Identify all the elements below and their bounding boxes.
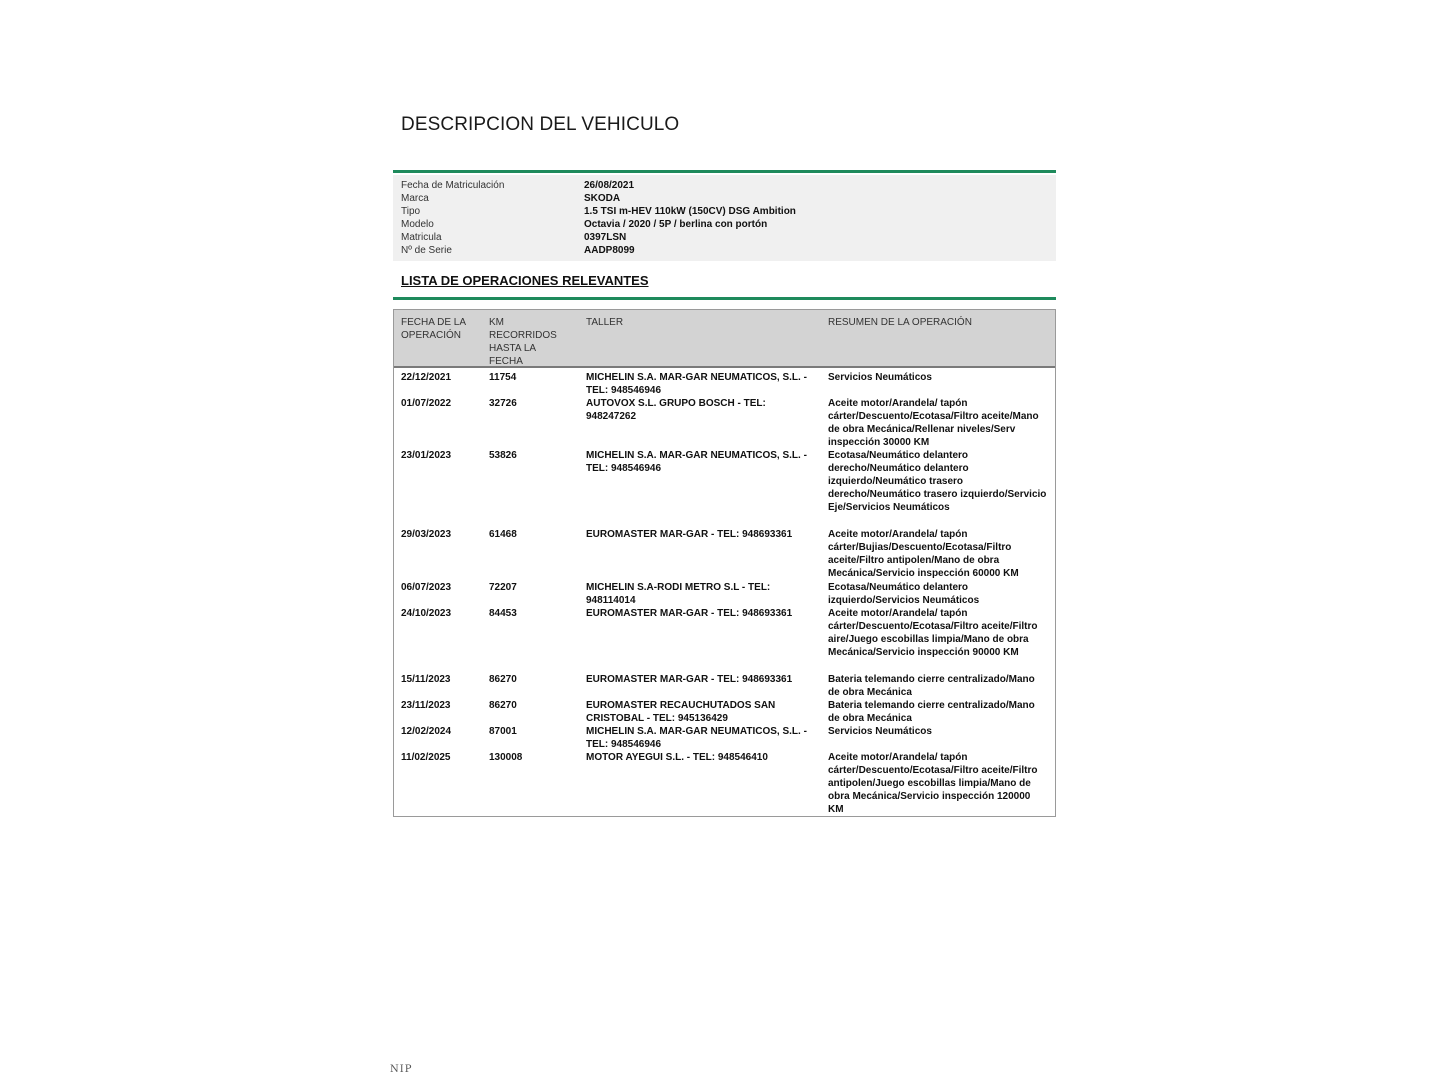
row-date: 15/11/2023	[401, 674, 451, 685]
row-resumen: Aceite motor/Arandela/ tapón cárter/Descuento/Ecotasa/Filtro aceite/Filtro antipolen/Juego escobillas limpia/Mano de obra Mecánica/Servicio inspección 120000 KM	[828, 752, 1038, 815]
row-resumen: Aceite motor/Arandela/ tapón cárter/Descuento/Ecotasa/Filtro aceite/Filtro aire/Juego escobillas limpia/Mano de obra Mecánica/Servicio inspección 90000 KM	[828, 608, 1038, 658]
section-title: LISTA DE OPERACIONES RELEVANTES	[401, 273, 649, 288]
vehicle-label: Nº de Serie	[401, 245, 452, 256]
vehicle-label: Tipo	[401, 206, 421, 217]
row-date: 29/03/2023	[401, 529, 452, 540]
row-date: 06/07/2023	[401, 582, 452, 593]
row-date: 22/12/2021	[401, 372, 452, 383]
row-resumen: Aceite motor/Arandela/ tapón cárter/Descuento/Ecotasa/Filtro aceite/Mano de obra Mecánica/Rellenar niveles/Serv inspección 30000 KM	[828, 398, 1039, 448]
vehicle-label: Marca	[401, 193, 429, 204]
footer-mark: NIP	[390, 1064, 413, 1075]
row-date: 11/02/2025	[401, 752, 451, 763]
row-km: 84453	[489, 608, 517, 619]
row-taller: EUROMASTER MAR-GAR - TEL: 948693361	[586, 529, 793, 540]
operations-table	[393, 309, 1056, 817]
row-km: 86270	[489, 700, 517, 711]
row-date: 01/07/2022	[401, 398, 452, 409]
row-resumen: Servicios Neumáticos	[828, 726, 932, 737]
vehicle-label: Fecha de Matriculación	[401, 180, 505, 191]
row-taller: MICHELIN S.A. MAR-GAR NEUMATICOS, S.L. - TEL: 948546946	[586, 450, 807, 474]
row-taller: EUROMASTER RECAUCHUTADOS SAN CRISTOBAL - TEL: 945136429	[586, 700, 776, 724]
row-date: 23/01/2023	[401, 450, 452, 461]
row-date: 12/02/2024	[401, 726, 452, 737]
row-taller: MICHELIN S.A. MAR-GAR NEUMATICOS, S.L. - TEL: 948546946	[586, 372, 807, 396]
green-divider-bottom	[393, 297, 1056, 300]
green-divider-top	[393, 170, 1056, 173]
row-taller: MICHELIN S.A. MAR-GAR NEUMATICOS, S.L. - TEL: 948546946	[586, 726, 807, 750]
row-km: 72207	[489, 582, 517, 593]
header-date: FECHA DE LA OPERACIÓN	[401, 317, 466, 341]
row-km: 61468	[489, 529, 517, 540]
vehicle-value: AADP8099	[584, 245, 635, 256]
row-date: 24/10/2023	[401, 608, 452, 619]
row-km: 53826	[489, 450, 517, 461]
row-km: 32726	[489, 398, 517, 409]
vehicle-value: Octavia / 2020 / 5P / berlina con portón	[584, 219, 768, 230]
vehicle-info-panel	[393, 175, 1056, 261]
row-km: 11754	[489, 372, 517, 383]
row-resumen: Ecotasa/Neumático delantero derecho/Neumático delantero izquierdo/Neumático trasero derecho/Neumático trasero izquierdo/Servicio Eje/Servicios Neumáticos	[828, 450, 1047, 513]
row-taller: MICHELIN S.A-RODI METRO S.L - TEL: 948114014	[586, 582, 771, 606]
row-resumen: Servicios Neumáticos	[828, 372, 932, 383]
page-title: DESCRIPCION DEL VEHICULO	[401, 114, 680, 135]
row-km: 130008	[489, 752, 523, 763]
row-taller: MOTOR AYEGUI S.L. - TEL: 948546410	[586, 752, 768, 763]
header-km: KM RECORRIDOS HASTA LA FECHA	[489, 317, 557, 367]
vehicle-value: 1.5 TSI m-HEV 110kW (150CV) DSG Ambition	[584, 206, 796, 217]
vehicle-value: SKODA	[584, 193, 621, 204]
vehicle-label: Modelo	[401, 219, 434, 230]
vehicle-label: Matricula	[401, 232, 442, 243]
row-taller: EUROMASTER MAR-GAR - TEL: 948693361	[586, 608, 793, 619]
row-resumen: Ecotasa/Neumático delantero izquierdo/Servicios Neumáticos	[828, 582, 980, 606]
row-km: 86270	[489, 674, 517, 685]
row-resumen: Aceite motor/Arandela/ tapón cárter/Bujias/Descuento/Ecotasa/Filtro aceite/Filtro antipolen/Mano de obra Mecánica/Servicio inspección 60000 KM	[828, 529, 1019, 579]
row-date: 23/11/2023	[401, 700, 451, 711]
vehicle-value: 26/08/2021	[584, 180, 635, 191]
row-taller: AUTOVOX S.L. GRUPO BOSCH - TEL: 948247262	[586, 398, 766, 422]
header-taller: TALLER	[586, 317, 624, 328]
row-resumen: Bateria telemando cierre centralizado/Mano de obra Mecánica	[828, 700, 1035, 724]
table-header	[394, 310, 1055, 368]
header-resumen: RESUMEN DE LA OPERACIÓN	[828, 317, 972, 328]
row-resumen: Bateria telemando cierre centralizado/Mano de obra Mecánica	[828, 674, 1035, 698]
vehicle-value: 0397LSN	[584, 232, 627, 243]
row-taller: EUROMASTER MAR-GAR - TEL: 948693361	[586, 674, 793, 685]
row-km: 87001	[489, 726, 517, 737]
